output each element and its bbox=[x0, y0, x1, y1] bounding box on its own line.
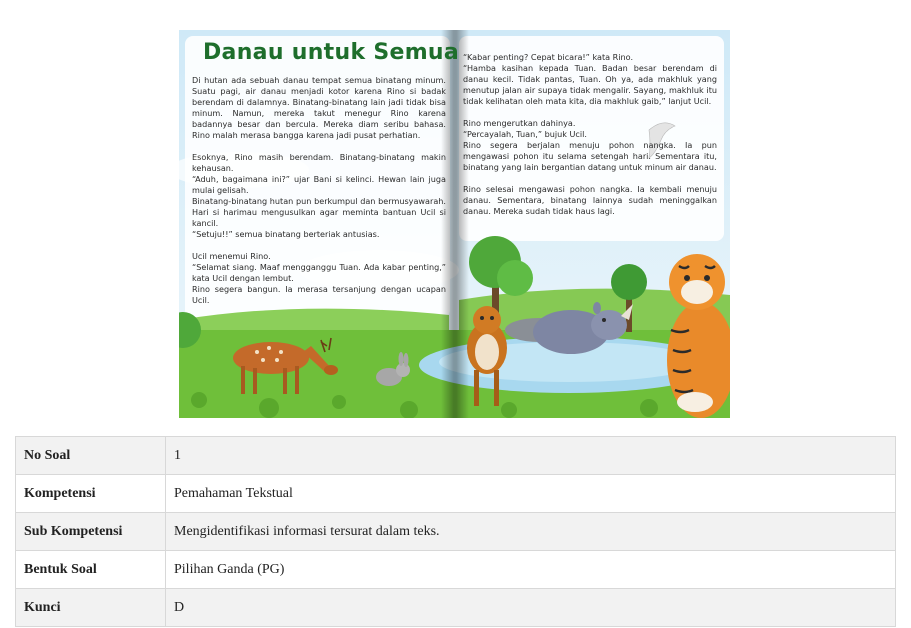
story-paragraph: “Setuju!!” semua binatang berteriak antusias. bbox=[192, 229, 380, 239]
story-paragraph: Esoknya, Rino masih berendam. Binatang-binatang makin kehausan. bbox=[192, 152, 446, 173]
table-row bbox=[16, 551, 896, 589]
row-label-no-soal: No Soal bbox=[16, 437, 166, 475]
story-paragraph: Binatang-binatang hutan pun berkumpul dan bermusyawarah. Hari si harimau mengusulkan agar meminta bantuan Ucil si kancil. bbox=[192, 196, 446, 228]
story-right-page-text bbox=[463, 52, 717, 217]
paragraph-gap bbox=[463, 107, 717, 118]
story-paragraph: “Aduh, bagaimana ini?” ujar Bani si kelinci. Hewan lain juga mulai gelisah. bbox=[192, 174, 446, 195]
row-label-kompetensi: Kompetensi bbox=[16, 475, 166, 513]
story-paragraph: Ucil menemui Rino. bbox=[192, 251, 271, 261]
row-value-kunci: D bbox=[166, 589, 896, 627]
question-info-table bbox=[15, 436, 896, 627]
story-paragraph: Rino selesai mengawasi pohon nangka. Ia kembali menuju danau. Sementara, binatang lainnya sudah meninggalkan danau. Mereka sudah tidak haus lagi. bbox=[463, 184, 717, 216]
row-value-kompetensi: Pemahaman Tekstual bbox=[166, 475, 896, 513]
story-paragraph: Di hutan ada sebuah danau tempat semua binatang minum. Suatu pagi, air danau menjadi kotor karena Rino si badak berendam di dalamnya. Binatang-binatang lain jadi tidak bisa minum. Namun, mereka takut menegur Rino karena badannya besar dan bercula. Mereka diam seribu bahasa. Rino malah merasa bangga karena jadi pusat perhatian. bbox=[192, 75, 446, 140]
table-row bbox=[16, 475, 896, 513]
row-value-no-soal: 1 bbox=[166, 437, 896, 475]
story-paragraph: “Selamat siang. Maaf mengganggu Tuan. Ada kabar penting,” kata Ucil dengan lembut. bbox=[192, 262, 446, 283]
story-paragraph: Rino segera bangun. Ia merasa tersanjung dengan ucapan Ucil. bbox=[192, 284, 446, 305]
row-value-sub-kompetensi: Mengidentifikasi informasi tersurat dalam teks. bbox=[166, 513, 896, 551]
paragraph-gap bbox=[192, 141, 446, 152]
story-paragraph: “Percayalah, Tuan,” bujuk Ucil. bbox=[463, 129, 587, 139]
paragraph-gap bbox=[192, 240, 446, 251]
row-label-kunci: Kunci bbox=[16, 589, 166, 627]
paragraph-gap bbox=[463, 173, 717, 184]
row-label-sub-kompetensi: Sub Kompetensi bbox=[16, 513, 166, 551]
storybook-illustration bbox=[179, 30, 730, 418]
story-title: Danau untuk Semua bbox=[203, 40, 460, 65]
table-row bbox=[16, 589, 896, 627]
story-left-page-text bbox=[192, 75, 446, 306]
story-paragraph: Rino mengerutkan dahinya. bbox=[463, 118, 576, 128]
table-row bbox=[16, 437, 896, 475]
row-label-bentuk-soal: Bentuk Soal bbox=[16, 551, 166, 589]
row-value-bentuk-soal: Pilihan Ganda (PG) bbox=[166, 551, 896, 589]
story-paragraph: “Kabar penting? Cepat bicara!” kata Rino. bbox=[463, 52, 634, 62]
table-row bbox=[16, 513, 896, 551]
story-paragraph: Rino segera berjalan menuju pohon nangka. Ia pun mengawasi pohon itu selama setengah hari. Sementara itu, binatang yang lain bergantian datang untuk minum air danau. bbox=[463, 140, 717, 172]
story-paragraph: “Hamba kasihan kepada Tuan. Badan besar berendam di danau kecil. Tidak pantas, Tuan. Oh ya, ada makhluk yang menutup jalan air supaya tidak mengalir. Sayang, makhluk itu tidak kelihatan oleh mata kita, dia makhluk gaib,” lanjut Ucil. bbox=[463, 63, 717, 106]
